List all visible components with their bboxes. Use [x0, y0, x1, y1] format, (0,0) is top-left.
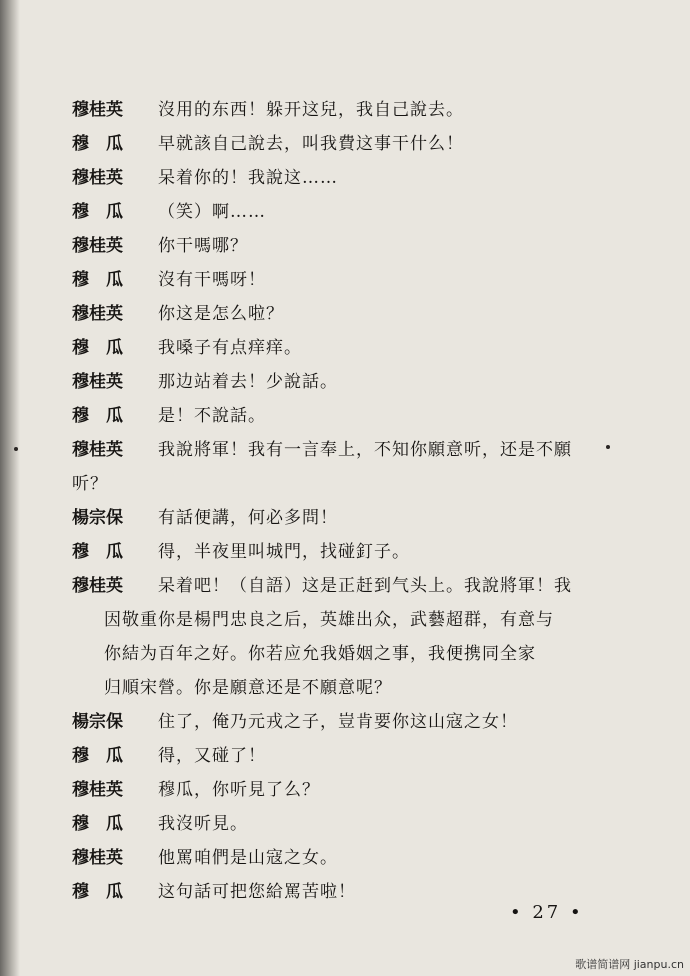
speech-text: 我嗓子有点痒痒。 [158, 338, 302, 358]
speech-continuation: 听？ [72, 474, 108, 494]
speaker-name: 穆 瓜 [72, 542, 123, 562]
speaker-name: 楊宗保 [72, 712, 123, 732]
speaker-name: 穆桂英 [72, 168, 123, 188]
speech-text: 我說將軍！我有一言奉上，不知你願意听，还是不願 [158, 440, 572, 460]
speaker-name: 穆桂英 [72, 304, 123, 324]
dialogue-line [72, 365, 592, 399]
speaker-name: 穆桂英 [72, 576, 123, 596]
dialogue-line [72, 705, 592, 739]
speech-continuation: 你結为百年之好。你若应允我婚姻之事，我便携同全家 [104, 644, 536, 664]
speaker-name: 穆桂英 [72, 100, 123, 120]
speech-text: 他罵咱們是山寇之女。 [158, 848, 338, 868]
speech-text: 那边站着去！少說話。 [158, 372, 338, 392]
dialogue-line [72, 773, 592, 807]
speaker-name: 穆 瓜 [72, 814, 123, 834]
speech-continuation: 归順宋營。你是願意还是不願意呢？ [104, 678, 392, 698]
speech-text: 我沒听見。 [158, 814, 248, 834]
site-watermark: 歌谱简谱网 jianpu.cn [575, 958, 684, 971]
dialogue-line [72, 195, 592, 229]
speech-text: 是！不說話。 [158, 406, 266, 426]
speaker-name: 穆桂英 [72, 848, 123, 868]
speaker-name: 穆 瓜 [72, 202, 123, 222]
speech-text: 你干嗎哪？ [158, 236, 248, 256]
speech-text: 呆着吧！（自語）这是正赶到气头上。我說將軍！我 [158, 576, 572, 596]
speech-text: 沒有干嗎呀！ [158, 270, 266, 290]
speech-text: 早就該自己說去，叫我費这事干什么！ [158, 134, 464, 154]
speaker-name: 穆 瓜 [72, 270, 123, 290]
speaker-name: 穆桂英 [72, 780, 123, 800]
speech-text: 你这是怎么啦？ [158, 304, 284, 324]
speaker-name: 穆 瓜 [72, 338, 123, 358]
speaker-name: 穆桂英 [72, 440, 123, 460]
page-binding-shadow [0, 0, 20, 976]
dialogue-line [72, 229, 592, 263]
speech-text: （笑）啊…… [158, 202, 266, 222]
dialogue-line [72, 161, 592, 195]
dialogue-block [72, 93, 592, 909]
speaker-name: 楊宗保 [72, 508, 123, 528]
margin-dot [606, 445, 610, 449]
speaker-name: 穆桂英 [72, 236, 123, 256]
speech-text: 呆着你的！我說这…… [158, 168, 338, 188]
dialogue-paragraph [72, 569, 592, 705]
dialogue-line [72, 535, 592, 569]
dialogue-paragraph [72, 433, 592, 501]
speech-text: 沒用的东西！躲开这兒，我自己說去。 [158, 100, 464, 120]
dialogue-line [72, 807, 592, 841]
page-number: • 27 • [510, 902, 584, 923]
dialogue-line [72, 399, 592, 433]
dialogue-line [72, 739, 592, 773]
dialogue-line [72, 841, 592, 875]
dialogue-line [72, 331, 592, 365]
speech-continuation: 因敬重你是楊門忠良之后，英雄出众，武藝超群，有意与 [104, 610, 554, 630]
dialogue-line [72, 263, 592, 297]
speech-text: 得，半夜里叫城門，找碰釘子。 [158, 542, 410, 562]
speech-text: 得，又碰了！ [158, 746, 266, 766]
speaker-name: 穆 瓜 [72, 134, 123, 154]
speaker-name: 穆桂英 [72, 372, 123, 392]
dialogue-line [72, 501, 592, 535]
speech-text: 这句話可把您給罵苦啦！ [158, 882, 356, 902]
margin-dot [14, 447, 18, 451]
speaker-name: 穆 瓜 [72, 882, 123, 902]
speech-text: 住了，俺乃元戎之子，豈肯要你这山寇之女！ [158, 712, 518, 732]
dialogue-line [72, 93, 592, 127]
dialogue-line [72, 297, 592, 331]
speaker-name: 穆 瓜 [72, 406, 123, 426]
speaker-name: 穆 瓜 [72, 746, 123, 766]
dialogue-line [72, 127, 592, 161]
speech-text: 穆瓜，你听見了么？ [158, 780, 320, 800]
speech-text: 有話便講，何必多問！ [158, 508, 338, 528]
